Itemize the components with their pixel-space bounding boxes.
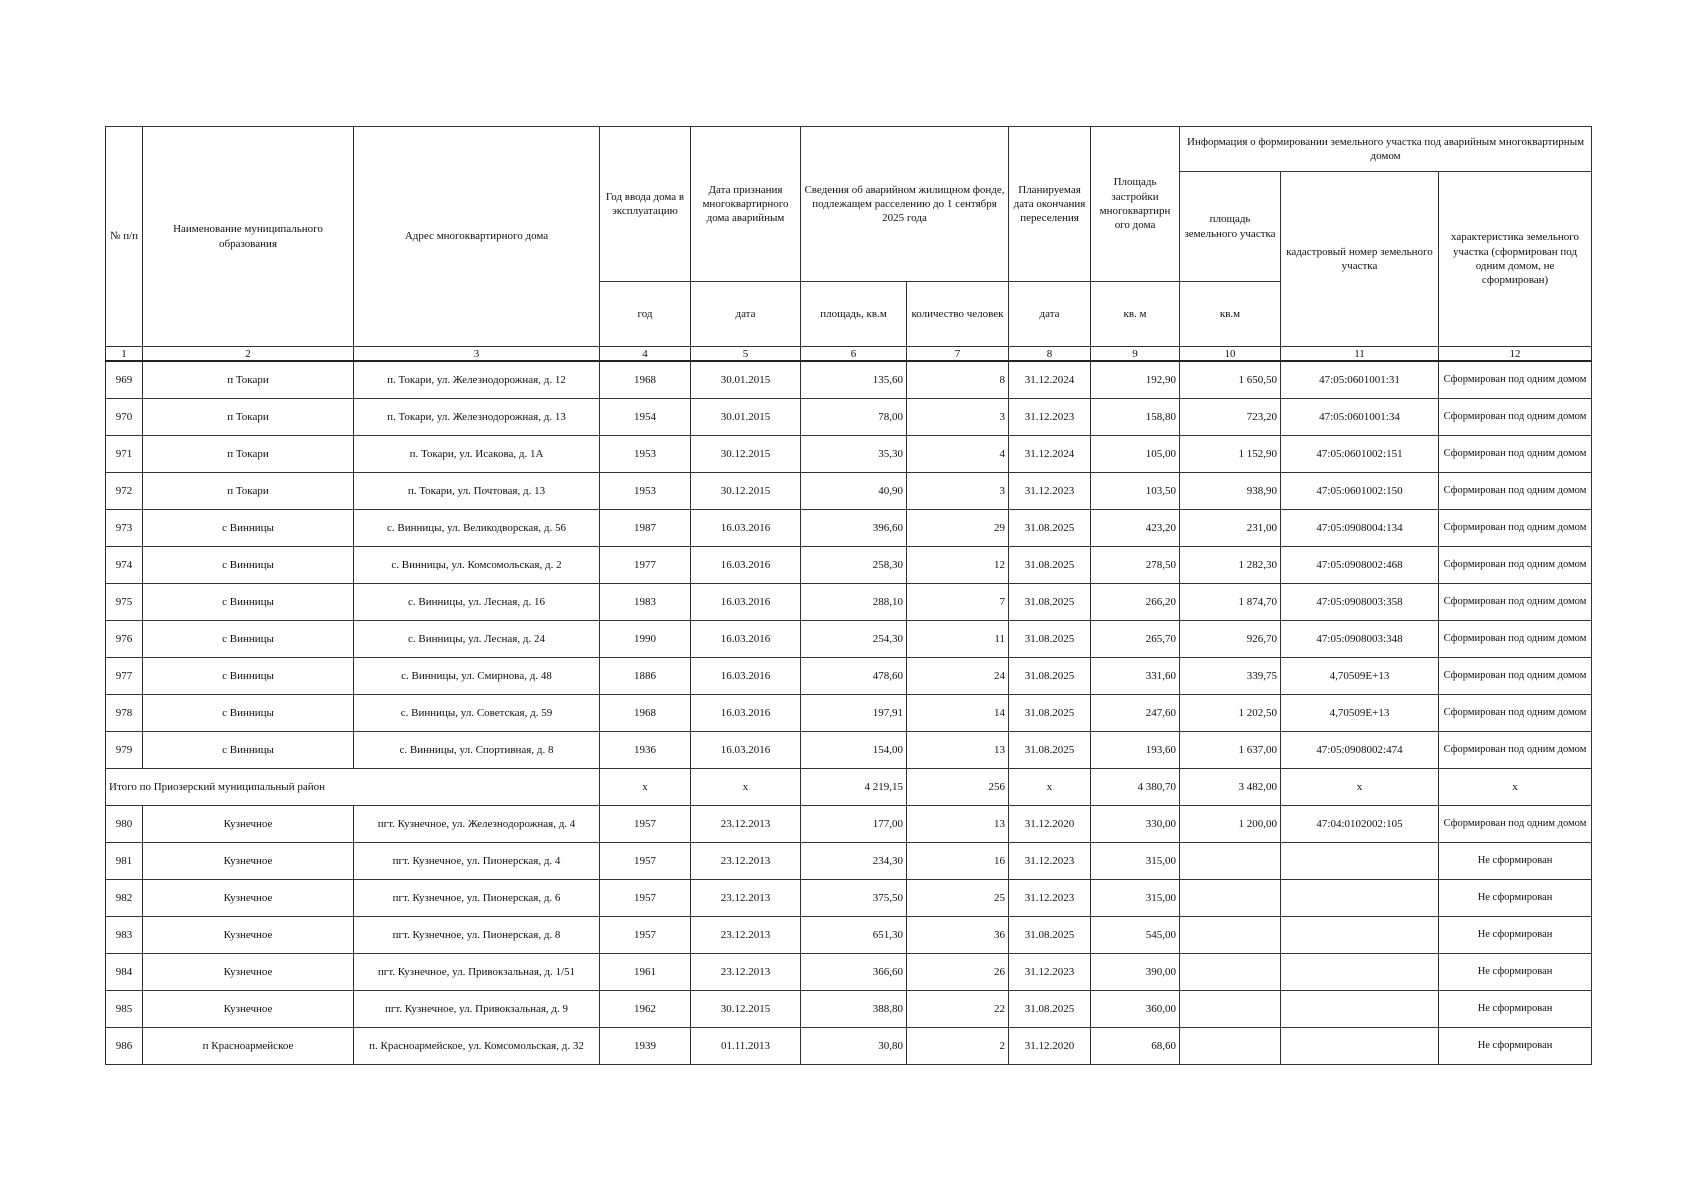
municipality: с Винницы	[143, 510, 354, 547]
address: с. Винницы, ул. Лесная, д. 16	[354, 584, 600, 621]
cadastral-number: 47:05:0908002:468	[1281, 547, 1439, 584]
year-built: 1957	[600, 843, 691, 880]
table-row	[106, 917, 1592, 954]
hdr-land-group: Информация о формировании земельного участка под аварийным многоквартирным домом	[1180, 127, 1592, 172]
hdr-year: Год ввода дома в эксплуатацию	[600, 127, 691, 282]
building-area: 330,00	[1091, 806, 1180, 843]
land-status: Не сформирован	[1439, 954, 1592, 991]
land-status: Сформирован под одним домом	[1439, 732, 1592, 769]
living-area: 258,30	[801, 547, 907, 584]
land-status: Сформирован под одним домом	[1439, 547, 1592, 584]
table-body	[106, 361, 1592, 769]
hdr-emergency-fund: Сведения об аварийном жилищном фонде, подлежащем расселению до 1 сентября 2025 года	[801, 127, 1009, 282]
table-row	[106, 954, 1592, 991]
land-status: Сформирован под одним домом	[1439, 695, 1592, 732]
column-numbers-row	[106, 347, 1592, 362]
land-area: 1 874,70	[1180, 584, 1281, 621]
emergency-date: 23.12.2013	[691, 880, 801, 917]
cadastral-number: 47:05:0908004:134	[1281, 510, 1439, 547]
people-count: 29	[907, 510, 1009, 547]
cadastral-number: 47:05:0908003:358	[1281, 584, 1439, 621]
plan-date: 31.08.2025	[1009, 917, 1091, 954]
row-number: 984	[106, 954, 143, 991]
cadastral-number	[1281, 991, 1439, 1028]
living-area: 30,80	[801, 1028, 907, 1065]
land-status: Сформирован под одним домом	[1439, 658, 1592, 695]
plan-date: 31.12.2023	[1009, 954, 1091, 991]
land-status: Не сформирован	[1439, 991, 1592, 1028]
address: пгт. Кузнечное, ул. Пионерская, д. 6	[354, 880, 600, 917]
plan-date: 31.08.2025	[1009, 695, 1091, 732]
cadastral-number: 47:05:0601001:31	[1281, 361, 1439, 399]
land-area: 926,70	[1180, 621, 1281, 658]
municipality: Кузнечное	[143, 806, 354, 843]
building-area: 192,90	[1091, 361, 1180, 399]
column-number: 10	[1180, 347, 1281, 362]
people-count: 2	[907, 1028, 1009, 1065]
municipality: с Винницы	[143, 621, 354, 658]
cadastral-number	[1281, 917, 1439, 954]
cadastral-number: 47:05:0908002:474	[1281, 732, 1439, 769]
address: п. Токари, ул. Исакова, д. 1А	[354, 436, 600, 473]
column-number: 7	[907, 347, 1009, 362]
table-row	[106, 436, 1592, 473]
living-area: 135,60	[801, 361, 907, 399]
hdr-land-char: характеристика земельного участка (сформирован под одним домом, не сформирован)	[1439, 172, 1592, 347]
municipality: с Винницы	[143, 695, 354, 732]
address: с. Винницы, ул. Советская, д. 59	[354, 695, 600, 732]
land-area: 1 202,50	[1180, 695, 1281, 732]
total-area: 4 219,15	[801, 769, 907, 806]
living-area: 35,30	[801, 436, 907, 473]
total-char: x	[1439, 769, 1592, 806]
year-built: 1953	[600, 473, 691, 510]
year-built: 1968	[600, 695, 691, 732]
living-area: 651,30	[801, 917, 907, 954]
people-count: 22	[907, 991, 1009, 1028]
people-count: 26	[907, 954, 1009, 991]
people-count: 12	[907, 547, 1009, 584]
total-land: 3 482,00	[1180, 769, 1281, 806]
building-area: 68,60	[1091, 1028, 1180, 1065]
address: с. Винницы, ул. Спортивная, д. 8	[354, 732, 600, 769]
emergency-date: 16.03.2016	[691, 695, 801, 732]
building-area: 265,70	[1091, 621, 1180, 658]
land-area	[1180, 991, 1281, 1028]
row-number: 971	[106, 436, 143, 473]
total-section	[106, 769, 1592, 806]
row-number: 985	[106, 991, 143, 1028]
plan-date: 31.08.2025	[1009, 584, 1091, 621]
emergency-date: 16.03.2016	[691, 584, 801, 621]
hdr-date: Дата признания многоквартирного дома аварийным	[691, 127, 801, 282]
municipality: Кузнечное	[143, 843, 354, 880]
year-built: 1977	[600, 547, 691, 584]
plan-date: 31.12.2024	[1009, 361, 1091, 399]
emergency-date: 23.12.2013	[691, 954, 801, 991]
emergency-date: 30.12.2015	[691, 473, 801, 510]
municipality: п Токари	[143, 361, 354, 399]
row-number: 969	[106, 361, 143, 399]
building-area: 423,20	[1091, 510, 1180, 547]
emergency-date: 23.12.2013	[691, 843, 801, 880]
row-number: 970	[106, 399, 143, 436]
land-area: 1 152,90	[1180, 436, 1281, 473]
plan-date: 31.08.2025	[1009, 621, 1091, 658]
year-built: 1939	[600, 1028, 691, 1065]
plan-date: 31.08.2025	[1009, 510, 1091, 547]
emergency-date: 16.03.2016	[691, 547, 801, 584]
row-number: 983	[106, 917, 143, 954]
hdr-num: № п/п	[106, 127, 143, 347]
land-status: Сформирован под одним домом	[1439, 510, 1592, 547]
hdr-unit-area: площадь, кв.м	[801, 282, 907, 347]
plan-date: 31.08.2025	[1009, 732, 1091, 769]
table-row	[106, 806, 1592, 843]
living-area: 78,00	[801, 399, 907, 436]
year-built: 1886	[600, 658, 691, 695]
table-row	[106, 843, 1592, 880]
plan-date: 31.12.2020	[1009, 806, 1091, 843]
row-number: 974	[106, 547, 143, 584]
cadastral-number: 47:04:0102002:105	[1281, 806, 1439, 843]
plan-date: 31.12.2024	[1009, 436, 1091, 473]
living-area: 154,00	[801, 732, 907, 769]
people-count: 11	[907, 621, 1009, 658]
row-number: 986	[106, 1028, 143, 1065]
cadastral-number: 4,70509E+13	[1281, 695, 1439, 732]
land-area: 1 282,30	[1180, 547, 1281, 584]
plan-date: 31.08.2025	[1009, 991, 1091, 1028]
building-area: 331,60	[1091, 658, 1180, 695]
land-status: Сформирован под одним домом	[1439, 621, 1592, 658]
table-row	[106, 584, 1592, 621]
land-status: Сформирован под одним домом	[1439, 584, 1592, 621]
address: пгт. Кузнечное, ул. Привокзальная, д. 1/51	[354, 954, 600, 991]
people-count: 36	[907, 917, 1009, 954]
land-area: 1 200,00	[1180, 806, 1281, 843]
building-area: 266,20	[1091, 584, 1180, 621]
year-built: 1957	[600, 917, 691, 954]
row-number: 973	[106, 510, 143, 547]
people-count: 8	[907, 361, 1009, 399]
plan-date: 31.12.2020	[1009, 1028, 1091, 1065]
address: п. Токари, ул. Почтовая, д. 13	[354, 473, 600, 510]
address: п. Красноармейское, ул. Комсомольская, д. 32	[354, 1028, 600, 1065]
total-cadastral: x	[1281, 769, 1439, 806]
living-area: 197,91	[801, 695, 907, 732]
building-area: 247,60	[1091, 695, 1180, 732]
emergency-date: 30.12.2015	[691, 436, 801, 473]
land-area	[1180, 954, 1281, 991]
land-status: Сформирован под одним домом	[1439, 399, 1592, 436]
land-area	[1180, 1028, 1281, 1065]
year-built: 1957	[600, 806, 691, 843]
total-people: 256	[907, 769, 1009, 806]
hdr-land-area: площадь земельного участка	[1180, 172, 1281, 282]
column-number: 5	[691, 347, 801, 362]
hdr-unit-people: количество человек	[907, 282, 1009, 347]
table-row	[106, 991, 1592, 1028]
total-row	[106, 769, 1592, 806]
hdr-plan-date: Планируемая дата окончания переселения	[1009, 127, 1091, 282]
cadastral-number: 47:05:0601002:151	[1281, 436, 1439, 473]
land-status: Не сформирован	[1439, 1028, 1592, 1065]
year-built: 1990	[600, 621, 691, 658]
address: с. Винницы, ул. Великодворская, д. 56	[354, 510, 600, 547]
table-row	[106, 399, 1592, 436]
cadastral-number: 47:05:0601002:150	[1281, 473, 1439, 510]
address: п. Токари, ул. Железнодорожная, д. 13	[354, 399, 600, 436]
emergency-date: 16.03.2016	[691, 732, 801, 769]
row-number: 978	[106, 695, 143, 732]
municipality: с Винницы	[143, 732, 354, 769]
emergency-date: 16.03.2016	[691, 510, 801, 547]
living-area: 254,30	[801, 621, 907, 658]
total-plan: x	[1009, 769, 1091, 806]
people-count: 4	[907, 436, 1009, 473]
hdr-unit-build: кв. м	[1091, 282, 1180, 347]
year-built: 1983	[600, 584, 691, 621]
cadastral-number	[1281, 880, 1439, 917]
hdr-municipality: Наименование муниципального образования	[143, 127, 354, 347]
emergency-date: 01.11.2013	[691, 1028, 801, 1065]
table-header	[106, 127, 1592, 362]
emergency-date: 30.12.2015	[691, 991, 801, 1028]
hdr-cadastral: кадастровый номер земельного участка	[1281, 172, 1439, 347]
building-area: 103,50	[1091, 473, 1180, 510]
building-area: 545,00	[1091, 917, 1180, 954]
column-number: 12	[1439, 347, 1592, 362]
people-count: 14	[907, 695, 1009, 732]
people-count: 7	[907, 584, 1009, 621]
year-built: 1962	[600, 991, 691, 1028]
building-area: 158,80	[1091, 399, 1180, 436]
total-date: x	[691, 769, 801, 806]
municipality: Кузнечное	[143, 991, 354, 1028]
people-count: 13	[907, 806, 1009, 843]
column-number: 8	[1009, 347, 1091, 362]
emergency-date: 30.01.2015	[691, 361, 801, 399]
plan-date: 31.08.2025	[1009, 658, 1091, 695]
building-area: 315,00	[1091, 843, 1180, 880]
hdr-unit-year: год	[600, 282, 691, 347]
address: пгт. Кузнечное, ул. Привокзальная, д. 9	[354, 991, 600, 1028]
total-label: Итого по Приозерский муниципальный район	[106, 769, 600, 806]
table-row	[106, 658, 1592, 695]
municipality: с Винницы	[143, 584, 354, 621]
column-number: 9	[1091, 347, 1180, 362]
total-year: x	[600, 769, 691, 806]
row-number: 976	[106, 621, 143, 658]
plan-date: 31.12.2023	[1009, 880, 1091, 917]
emergency-date: 23.12.2013	[691, 806, 801, 843]
table-row	[106, 621, 1592, 658]
row-number: 982	[106, 880, 143, 917]
land-status: Не сформирован	[1439, 880, 1592, 917]
housing-table	[105, 126, 1592, 1065]
column-number: 3	[354, 347, 600, 362]
row-number: 975	[106, 584, 143, 621]
year-built: 1954	[600, 399, 691, 436]
table-body-2	[106, 806, 1592, 1065]
living-area: 375,50	[801, 880, 907, 917]
land-area	[1180, 843, 1281, 880]
column-number: 4	[600, 347, 691, 362]
total-build: 4 380,70	[1091, 769, 1180, 806]
land-status: Сформирован под одним домом	[1439, 361, 1592, 399]
table-row	[106, 1028, 1592, 1065]
hdr-address: Адрес многоквартирного дома	[354, 127, 600, 347]
emergency-date: 23.12.2013	[691, 917, 801, 954]
municipality: Кузнечное	[143, 917, 354, 954]
row-number: 972	[106, 473, 143, 510]
land-area	[1180, 917, 1281, 954]
land-area	[1180, 880, 1281, 917]
people-count: 16	[907, 843, 1009, 880]
living-area: 366,60	[801, 954, 907, 991]
hdr-build-area: Площадь застройки многоквартирн ого дома	[1091, 127, 1180, 282]
table-row	[106, 880, 1592, 917]
table-row	[106, 510, 1592, 547]
table-row	[106, 547, 1592, 584]
cadastral-number: 47:05:0601001:34	[1281, 399, 1439, 436]
column-number: 1	[106, 347, 143, 362]
year-built: 1936	[600, 732, 691, 769]
land-status: Не сформирован	[1439, 917, 1592, 954]
table-row	[106, 732, 1592, 769]
cadastral-number	[1281, 843, 1439, 880]
table-row	[106, 473, 1592, 510]
address: пгт. Кузнечное, ул. Железнодорожная, д. 4	[354, 806, 600, 843]
emergency-date: 16.03.2016	[691, 621, 801, 658]
building-area: 390,00	[1091, 954, 1180, 991]
plan-date: 31.12.2023	[1009, 473, 1091, 510]
column-number: 6	[801, 347, 907, 362]
building-area: 105,00	[1091, 436, 1180, 473]
address: с. Винницы, ул. Смирнова, д. 48	[354, 658, 600, 695]
year-built: 1987	[600, 510, 691, 547]
municipality: Кузнечное	[143, 954, 354, 991]
land-status: Сформирован под одним домом	[1439, 806, 1592, 843]
address: пгт. Кузнечное, ул. Пионерская, д. 4	[354, 843, 600, 880]
land-area: 1 637,00	[1180, 732, 1281, 769]
cadastral-number	[1281, 1028, 1439, 1065]
land-area: 231,00	[1180, 510, 1281, 547]
land-area: 723,20	[1180, 399, 1281, 436]
people-count: 25	[907, 880, 1009, 917]
living-area: 288,10	[801, 584, 907, 621]
land-status: Сформирован под одним домом	[1439, 473, 1592, 510]
land-status: Не сформирован	[1439, 843, 1592, 880]
people-count: 3	[907, 399, 1009, 436]
address: с. Винницы, ул. Комсомольская, д. 2	[354, 547, 600, 584]
living-area: 234,30	[801, 843, 907, 880]
people-count: 24	[907, 658, 1009, 695]
column-number: 2	[143, 347, 354, 362]
row-number: 977	[106, 658, 143, 695]
municipality: п Токари	[143, 399, 354, 436]
year-built: 1953	[600, 436, 691, 473]
building-area: 193,60	[1091, 732, 1180, 769]
emergency-date: 16.03.2016	[691, 658, 801, 695]
building-area: 360,00	[1091, 991, 1180, 1028]
table-row	[106, 695, 1592, 732]
municipality: п Красноармейское	[143, 1028, 354, 1065]
table-row	[106, 361, 1592, 399]
municipality: с Винницы	[143, 547, 354, 584]
address: п. Токари, ул. Железнодорожная, д. 12	[354, 361, 600, 399]
plan-date: 31.12.2023	[1009, 399, 1091, 436]
year-built: 1961	[600, 954, 691, 991]
year-built: 1968	[600, 361, 691, 399]
row-number: 981	[106, 843, 143, 880]
land-area: 938,90	[1180, 473, 1281, 510]
municipality: п Токари	[143, 473, 354, 510]
building-area: 278,50	[1091, 547, 1180, 584]
address: пгт. Кузнечное, ул. Пионерская, д. 8	[354, 917, 600, 954]
people-count: 3	[907, 473, 1009, 510]
hdr-unit-land: кв.м	[1180, 282, 1281, 347]
year-built: 1957	[600, 880, 691, 917]
living-area: 478,60	[801, 658, 907, 695]
municipality: п Токари	[143, 436, 354, 473]
cadastral-number	[1281, 954, 1439, 991]
hdr-unit-date: дата	[691, 282, 801, 347]
municipality: с Винницы	[143, 658, 354, 695]
people-count: 13	[907, 732, 1009, 769]
land-area: 1 650,50	[1180, 361, 1281, 399]
address: с. Винницы, ул. Лесная, д. 24	[354, 621, 600, 658]
land-status: Сформирован под одним домом	[1439, 436, 1592, 473]
cadastral-number: 47:05:0908003:348	[1281, 621, 1439, 658]
land-area: 339,75	[1180, 658, 1281, 695]
row-number: 979	[106, 732, 143, 769]
cadastral-number: 4,70509E+13	[1281, 658, 1439, 695]
plan-date: 31.12.2023	[1009, 843, 1091, 880]
living-area: 388,80	[801, 991, 907, 1028]
municipality: Кузнечное	[143, 880, 354, 917]
living-area: 177,00	[801, 806, 907, 843]
row-number: 980	[106, 806, 143, 843]
hdr-unit-plan: дата	[1009, 282, 1091, 347]
column-number: 11	[1281, 347, 1439, 362]
living-area: 40,90	[801, 473, 907, 510]
emergency-date: 30.01.2015	[691, 399, 801, 436]
living-area: 396,60	[801, 510, 907, 547]
plan-date: 31.08.2025	[1009, 547, 1091, 584]
building-area: 315,00	[1091, 880, 1180, 917]
